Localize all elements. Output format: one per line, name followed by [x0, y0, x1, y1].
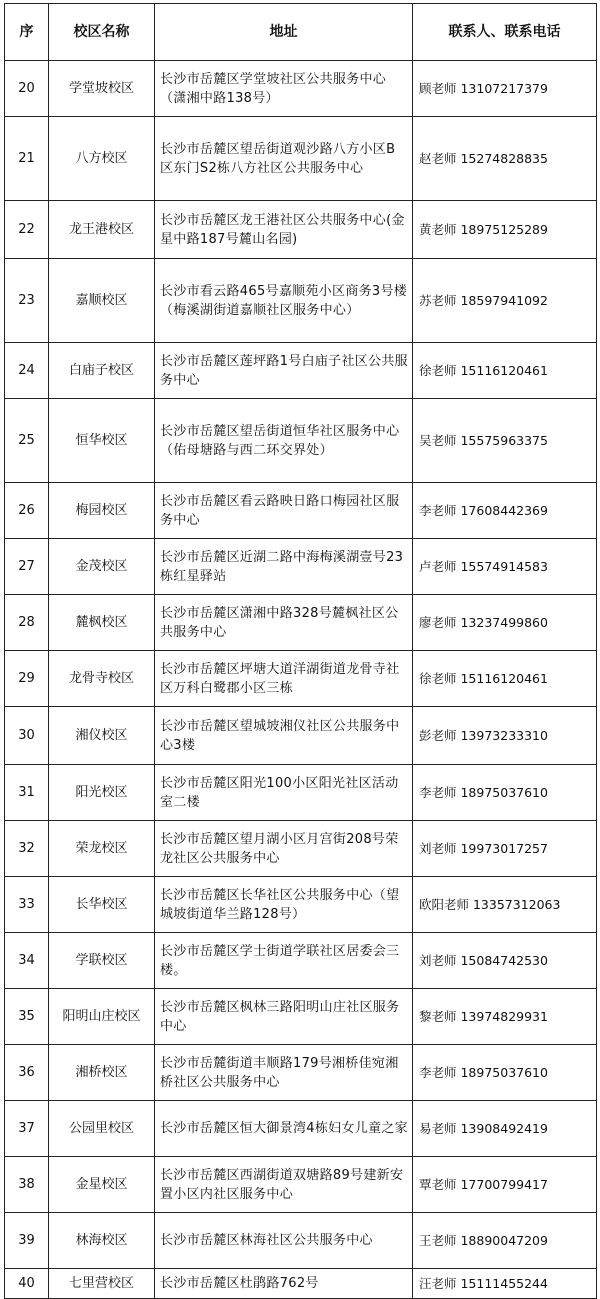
table-row	[5, 765, 597, 821]
row-number: 39	[5, 1213, 49, 1269]
campus-name: 长华校区	[49, 877, 155, 933]
row-number: 30	[5, 707, 49, 765]
campus-name: 梅园校区	[49, 483, 155, 539]
row-number: 23	[5, 259, 49, 343]
campus-address: 长沙市岳麓区西湖街道双塘路89号建新安置小区内社区服务中心	[155, 1157, 413, 1213]
campus-contact: 吴老师 15575963375	[413, 399, 597, 483]
table-row	[5, 1213, 597, 1269]
campus-address: 长沙市岳麓区望岳街道恒华社区服务中心（佑母塘路与西二环交界处）	[155, 399, 413, 483]
campus-contact: 彭老师 13973233310	[413, 707, 597, 765]
row-number: 31	[5, 765, 49, 821]
campus-name: 公园里校区	[49, 1101, 155, 1157]
row-number: 36	[5, 1045, 49, 1101]
campus-address: 长沙市岳麓区杜鹃路762号	[155, 1269, 413, 1299]
table-row	[5, 1157, 597, 1213]
row-number: 25	[5, 399, 49, 483]
header-address: 地址	[155, 4, 413, 61]
campus-contact: 易老师 13908492419	[413, 1101, 597, 1157]
table-row	[5, 821, 597, 877]
campus-contact: 欧阳老师 13357312063	[413, 877, 597, 933]
row-number: 33	[5, 877, 49, 933]
campus-address: 长沙市岳麓区莲坪路1号白庙子社区公共服务中心	[155, 343, 413, 399]
campus-address: 长沙市岳麓区学士街道学联社区居委会三楼。	[155, 933, 413, 989]
campus-name: 白庙子校区	[49, 343, 155, 399]
table-row	[5, 483, 597, 539]
campus-address: 长沙市岳麓区龙王港社区公共服务中心(金星中路187号麓山名园)	[155, 201, 413, 259]
campus-address: 长沙市岳麓区阳光100小区阳光社区活动室二楼	[155, 765, 413, 821]
campus-address: 长沙市岳麓区林海社区公共服务中心	[155, 1213, 413, 1269]
header-contact: 联系人、联系电话	[413, 4, 597, 61]
campus-name: 林海校区	[49, 1213, 155, 1269]
campus-address: 长沙市岳麓区望月湖小区月宫街208号荣龙社区公共服务中心	[155, 821, 413, 877]
header-name: 校区名称	[49, 4, 155, 61]
campus-address: 长沙市岳麓区枫林三路阳明山庄社区服务中心	[155, 989, 413, 1045]
table-row	[5, 1269, 597, 1299]
row-number: 21	[5, 117, 49, 201]
campus-contact: 汪老师 15111455244	[413, 1269, 597, 1299]
campus-address: 长沙市岳麓街道丰顺路179号湘桥佳宛湘桥社区公共服务中心	[155, 1045, 413, 1101]
row-number: 32	[5, 821, 49, 877]
table-row	[5, 117, 597, 201]
row-number: 22	[5, 201, 49, 259]
table-row	[5, 61, 597, 117]
campus-address: 长沙市岳麓区长华社区公共服务中心（望城坡街道华兰路128号）	[155, 877, 413, 933]
table-header-row	[5, 4, 597, 61]
table-row	[5, 201, 597, 259]
row-number: 27	[5, 539, 49, 595]
campus-contact: 苏老师 18597941092	[413, 259, 597, 343]
row-number: 20	[5, 61, 49, 117]
campus-name: 八方校区	[49, 117, 155, 201]
row-number: 24	[5, 343, 49, 399]
campus-address: 长沙市岳麓区近湖二路中海梅溪湖壹号23栋红星驿站	[155, 539, 413, 595]
campus-contact: 王老师 18890047209	[413, 1213, 597, 1269]
table-row	[5, 933, 597, 989]
row-number: 28	[5, 595, 49, 651]
table-row	[5, 595, 597, 651]
campus-contact: 廖老师 13237499860	[413, 595, 597, 651]
campus-name: 七里营校区	[49, 1269, 155, 1299]
campus-contact: 刘老师 15084742530	[413, 933, 597, 989]
campus-name: 龙骨寺校区	[49, 651, 155, 707]
campus-table-part1	[4, 3, 597, 765]
row-number: 26	[5, 483, 49, 539]
campus-address: 长沙市岳麓区恒大御景湾4栋妇女儿童之家	[155, 1101, 413, 1157]
campus-contact: 徐老师 15116120461	[413, 651, 597, 707]
row-number: 35	[5, 989, 49, 1045]
table-row	[5, 259, 597, 343]
campus-address: 长沙市岳麓区潇湘中路328号麓枫社区公共服务中心	[155, 595, 413, 651]
campus-contact: 黄老师 18975125289	[413, 201, 597, 259]
campus-contact: 徐老师 15116120461	[413, 343, 597, 399]
campus-contact: 李老师 17608442369	[413, 483, 597, 539]
header-no: 序	[5, 4, 49, 61]
campus-name: 学堂坡校区	[49, 61, 155, 117]
campus-address: 长沙市岳麓区望岳街道观沙路八方小区B区东门S2栋八方社区公共服务中心	[155, 117, 413, 201]
campus-address: 长沙市岳麓区望城坡湘仪社区公共服务中心3楼	[155, 707, 413, 765]
campus-contact: 顾老师 13107217379	[413, 61, 597, 117]
campus-contact: 黎老师 13974829931	[413, 989, 597, 1045]
campus-contact: 卢老师 15574914583	[413, 539, 597, 595]
table-row	[5, 539, 597, 595]
table-row	[5, 651, 597, 707]
campus-name: 湘仪校区	[49, 707, 155, 765]
campus-name: 湘桥校区	[49, 1045, 155, 1101]
campus-contact: 李老师 18975037610	[413, 1045, 597, 1101]
campus-name: 金茂校区	[49, 539, 155, 595]
campus-address: 长沙市岳麓区坪塘大道洋湖街道龙骨寺社区万科白鹭郡小区三栋	[155, 651, 413, 707]
table-row	[5, 399, 597, 483]
campus-name: 阳明山庄校区	[49, 989, 155, 1045]
table-body-part2	[5, 765, 597, 1299]
campus-contact: 刘老师 19973017257	[413, 821, 597, 877]
campus-name: 龙王港校区	[49, 201, 155, 259]
campus-name: 嘉顺校区	[49, 259, 155, 343]
campus-address: 长沙市看云路465号嘉顺苑小区商务3号楼（梅溪湖街道嘉顺社区服务中心）	[155, 259, 413, 343]
campus-contact: 李老师 18975037610	[413, 765, 597, 821]
row-number: 34	[5, 933, 49, 989]
row-number: 37	[5, 1101, 49, 1157]
table-row	[5, 877, 597, 933]
campus-name: 学联校区	[49, 933, 155, 989]
campus-name: 荣龙校区	[49, 821, 155, 877]
table-body-part1	[5, 61, 597, 765]
campus-name: 恒华校区	[49, 399, 155, 483]
row-number: 29	[5, 651, 49, 707]
campus-address: 长沙市岳麓区看云路映日路口梅园社区服务中心	[155, 483, 413, 539]
campus-address: 长沙市岳麓区学堂坡社区公共服务中心（潇湘中路138号）	[155, 61, 413, 117]
table-row	[5, 707, 597, 765]
row-number: 40	[5, 1269, 49, 1299]
campus-name: 麓枫校区	[49, 595, 155, 651]
table-row	[5, 343, 597, 399]
campus-contact: 赵老师 15274828835	[413, 117, 597, 201]
campus-contact: 覃老师 17700799417	[413, 1157, 597, 1213]
table-row	[5, 989, 597, 1045]
table-row	[5, 1045, 597, 1101]
row-number: 38	[5, 1157, 49, 1213]
table-row	[5, 1101, 597, 1157]
campus-name: 金星校区	[49, 1157, 155, 1213]
campus-name: 阳光校区	[49, 765, 155, 821]
campus-table-part2	[4, 764, 597, 1299]
